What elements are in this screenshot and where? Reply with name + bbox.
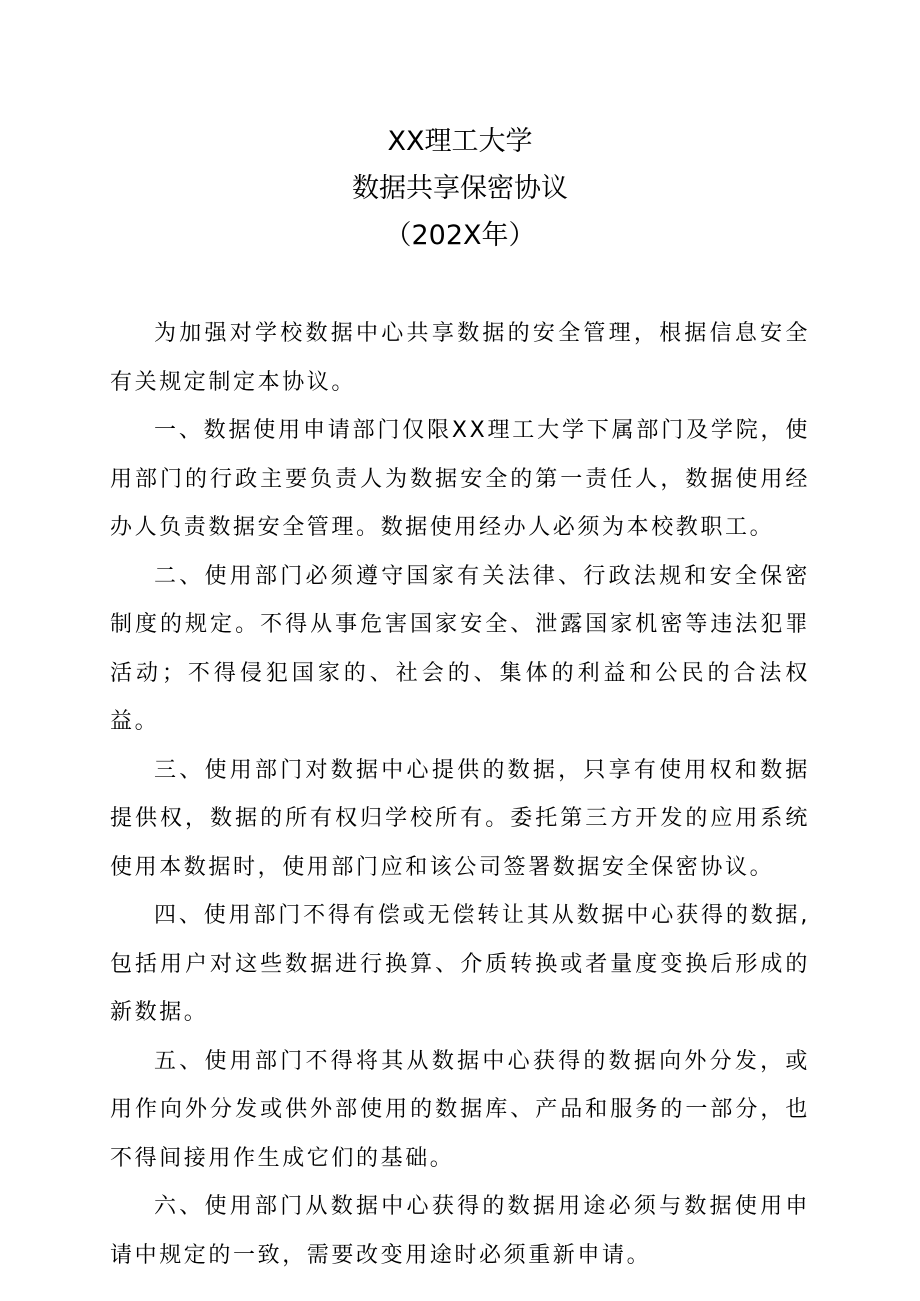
title-university: XX理工大学 bbox=[387, 126, 533, 157]
document-body bbox=[110, 310, 810, 1280]
paragraph-clause-5: 五、使用部门不得将其从数据中心获得的数据向外分发，或用作向外分发或供外部使用的数据库、产品和服务的一部分，也不得间接用作生成它们的基础。 bbox=[110, 1048, 810, 1171]
title-year: （202X年） bbox=[384, 220, 536, 251]
paragraph-clause-1: 一、数据使用申请部门仅限XX理工大学下属部门及学院，使用部门的行政主要负责人为数据安全的第一责任人，数据使用经办人负责数据安全管理。数据使用经办人必须为本校教职工。 bbox=[110, 418, 810, 540]
document-title bbox=[0, 118, 920, 259]
paragraph-clause-4: 四、使用部门不得有偿或无偿转让其从数据中心获得的数据,包括用户对这些数据进行换算、介质转换或者量度变换后形成的新数据。 bbox=[110, 903, 810, 1025]
title-agreement: 数据共享保密协议 bbox=[352, 173, 568, 204]
paragraph-clause-3: 三、使用部门对数据中心提供的数据，只享有使用权和数据提供权，数据的所有权归学校所有。委托第三方开发的应用系统使用本数据时，使用部门应和该公司签署数据安全保密协议。 bbox=[110, 757, 810, 880]
paragraph-clause-6: 六、使用部门从数据中心获得的数据用途必须与数据使用申请中规定的一致，需要改变用途时必须重新申请。 bbox=[110, 1194, 810, 1268]
paragraph-clause-2: 二、使用部门必须遵守国家有关法律、行政法规和安全保密制度的规定。不得从事危害国家安全、泄露国家机密等违法犯罪活动；不得侵犯国家的、社会的、集体的利益和公民的合法权益。 bbox=[110, 563, 810, 734]
paragraph-preamble: 为加强对学校数据中心共享数据的安全管理，根据信息安全有关规定制定本协议。 bbox=[110, 321, 810, 395]
